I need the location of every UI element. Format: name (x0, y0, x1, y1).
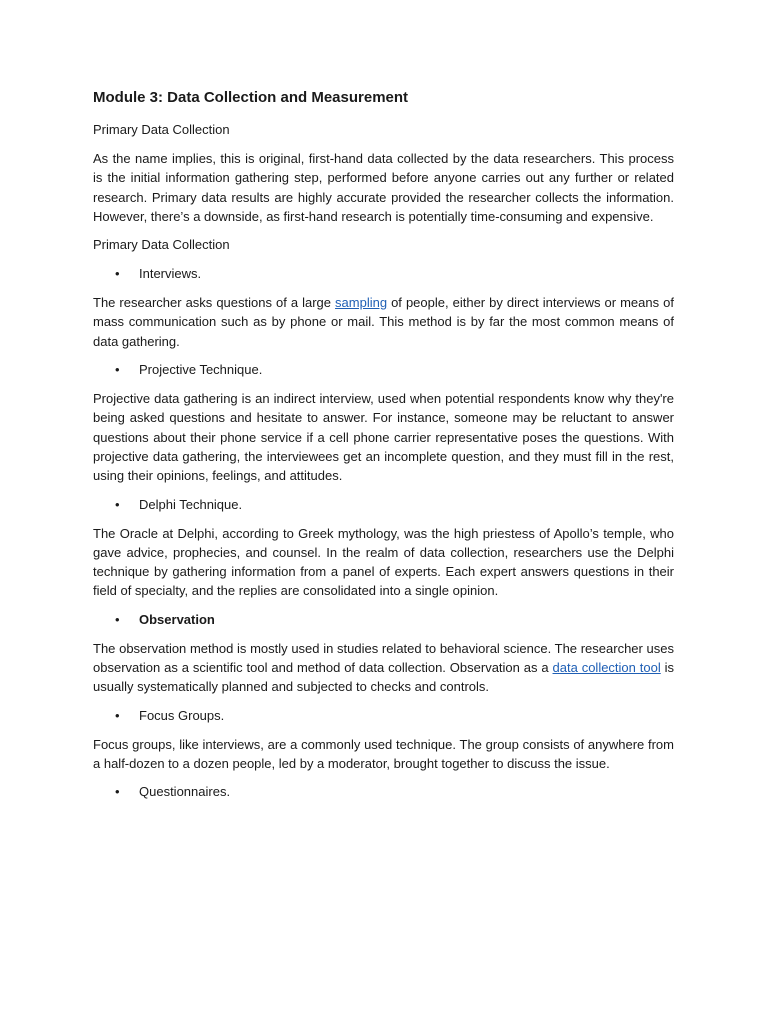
bullet-icon: • (115, 611, 120, 627)
bullet-item-delphi (93, 495, 674, 515)
bullet-icon: • (115, 784, 120, 800)
page-title: Module 3: Data Collection and Measurement (93, 89, 409, 106)
section-subheading: Primary Data Collection (93, 237, 230, 253)
bullet-icon: • (115, 707, 120, 723)
bullet-icon: • (115, 362, 120, 378)
sampling-link[interactable]: sampling (335, 295, 388, 311)
paragraph-text: The researcher asks questions of a large (93, 295, 336, 311)
paragraph-text: is usually systematically planned and subjected to checks and controls. (93, 660, 675, 695)
bullet-label: Delphi Technique. (139, 496, 243, 512)
bullet-icon: • (115, 266, 120, 282)
bullet-label: Questionnaires. (139, 784, 231, 800)
paragraph-focus-groups: Focus groups, like interviews, are a commonly used technique. The group consists of anywhere from a half-dozen to a dozen people, led by a moderator, brought together to discuss the issue. (93, 736, 674, 771)
bullet-item-observation (93, 610, 674, 630)
bullet-label: Interviews. (139, 266, 202, 282)
paragraph-interviews (93, 293, 674, 351)
bullet-label: Observation (139, 611, 215, 627)
document-page (93, 86, 674, 811)
bullet-label: Projective Technique. (139, 362, 263, 378)
bullet-item-interviews (93, 264, 674, 284)
bullet-item-projective (93, 360, 674, 380)
paragraph-intro: As the name implies, this is original, first-hand data collected by the data researchers. This process is the initial information gathering step, performed before anyone carries out any further or related research. Primary data results are highly accurate provided the researcher collects the information. However, there’s a downside, as first-hand research is potentially time-consuming and expensive. (93, 151, 674, 224)
paragraph-text: The observation method is mostly used in studies related to behavioral science. The researcher uses observation as a scientific tool and method of data collection. Observation as a (93, 640, 674, 676)
bullet-item-focus-groups (93, 706, 674, 726)
data-collection-tool-link[interactable]: data collection tool (552, 660, 661, 676)
paragraph-projective: Projective data gathering is an indirect interview, used when potential respondents know why they're being asked questions and hesitate to answer. For instance, someone may be reluctant to answer questions about their phone service if a cell phone carrier representative poses the questions. With projective data gathering, the interviewees get an incomplete question, and they must fill in the rest, using their opinions, feelings, and attitudes. (93, 391, 674, 484)
section-subheading: Primary Data Collection (93, 122, 230, 137)
bullet-label: Focus Groups. (139, 707, 225, 723)
paragraph-observation (93, 639, 674, 697)
bullet-item-questionnaires (93, 782, 674, 802)
bullet-icon: • (115, 496, 120, 512)
paragraph-text: of people, either by direct interviews or means of mass communication such as by phone or mail. This method is by far the most common means of data gathering. (93, 295, 674, 349)
paragraph-delphi: The Oracle at Delphi, according to Greek mythology, was the high priestess of Apollo’s temple, who gave advice, prophecies, and counsel. In the realm of data collection, researchers use the Delphi technique by gathering information from a panel of experts. Each expert answers questions in their field of specialty, and the replies are consolidated into a single opinion. (93, 525, 674, 599)
